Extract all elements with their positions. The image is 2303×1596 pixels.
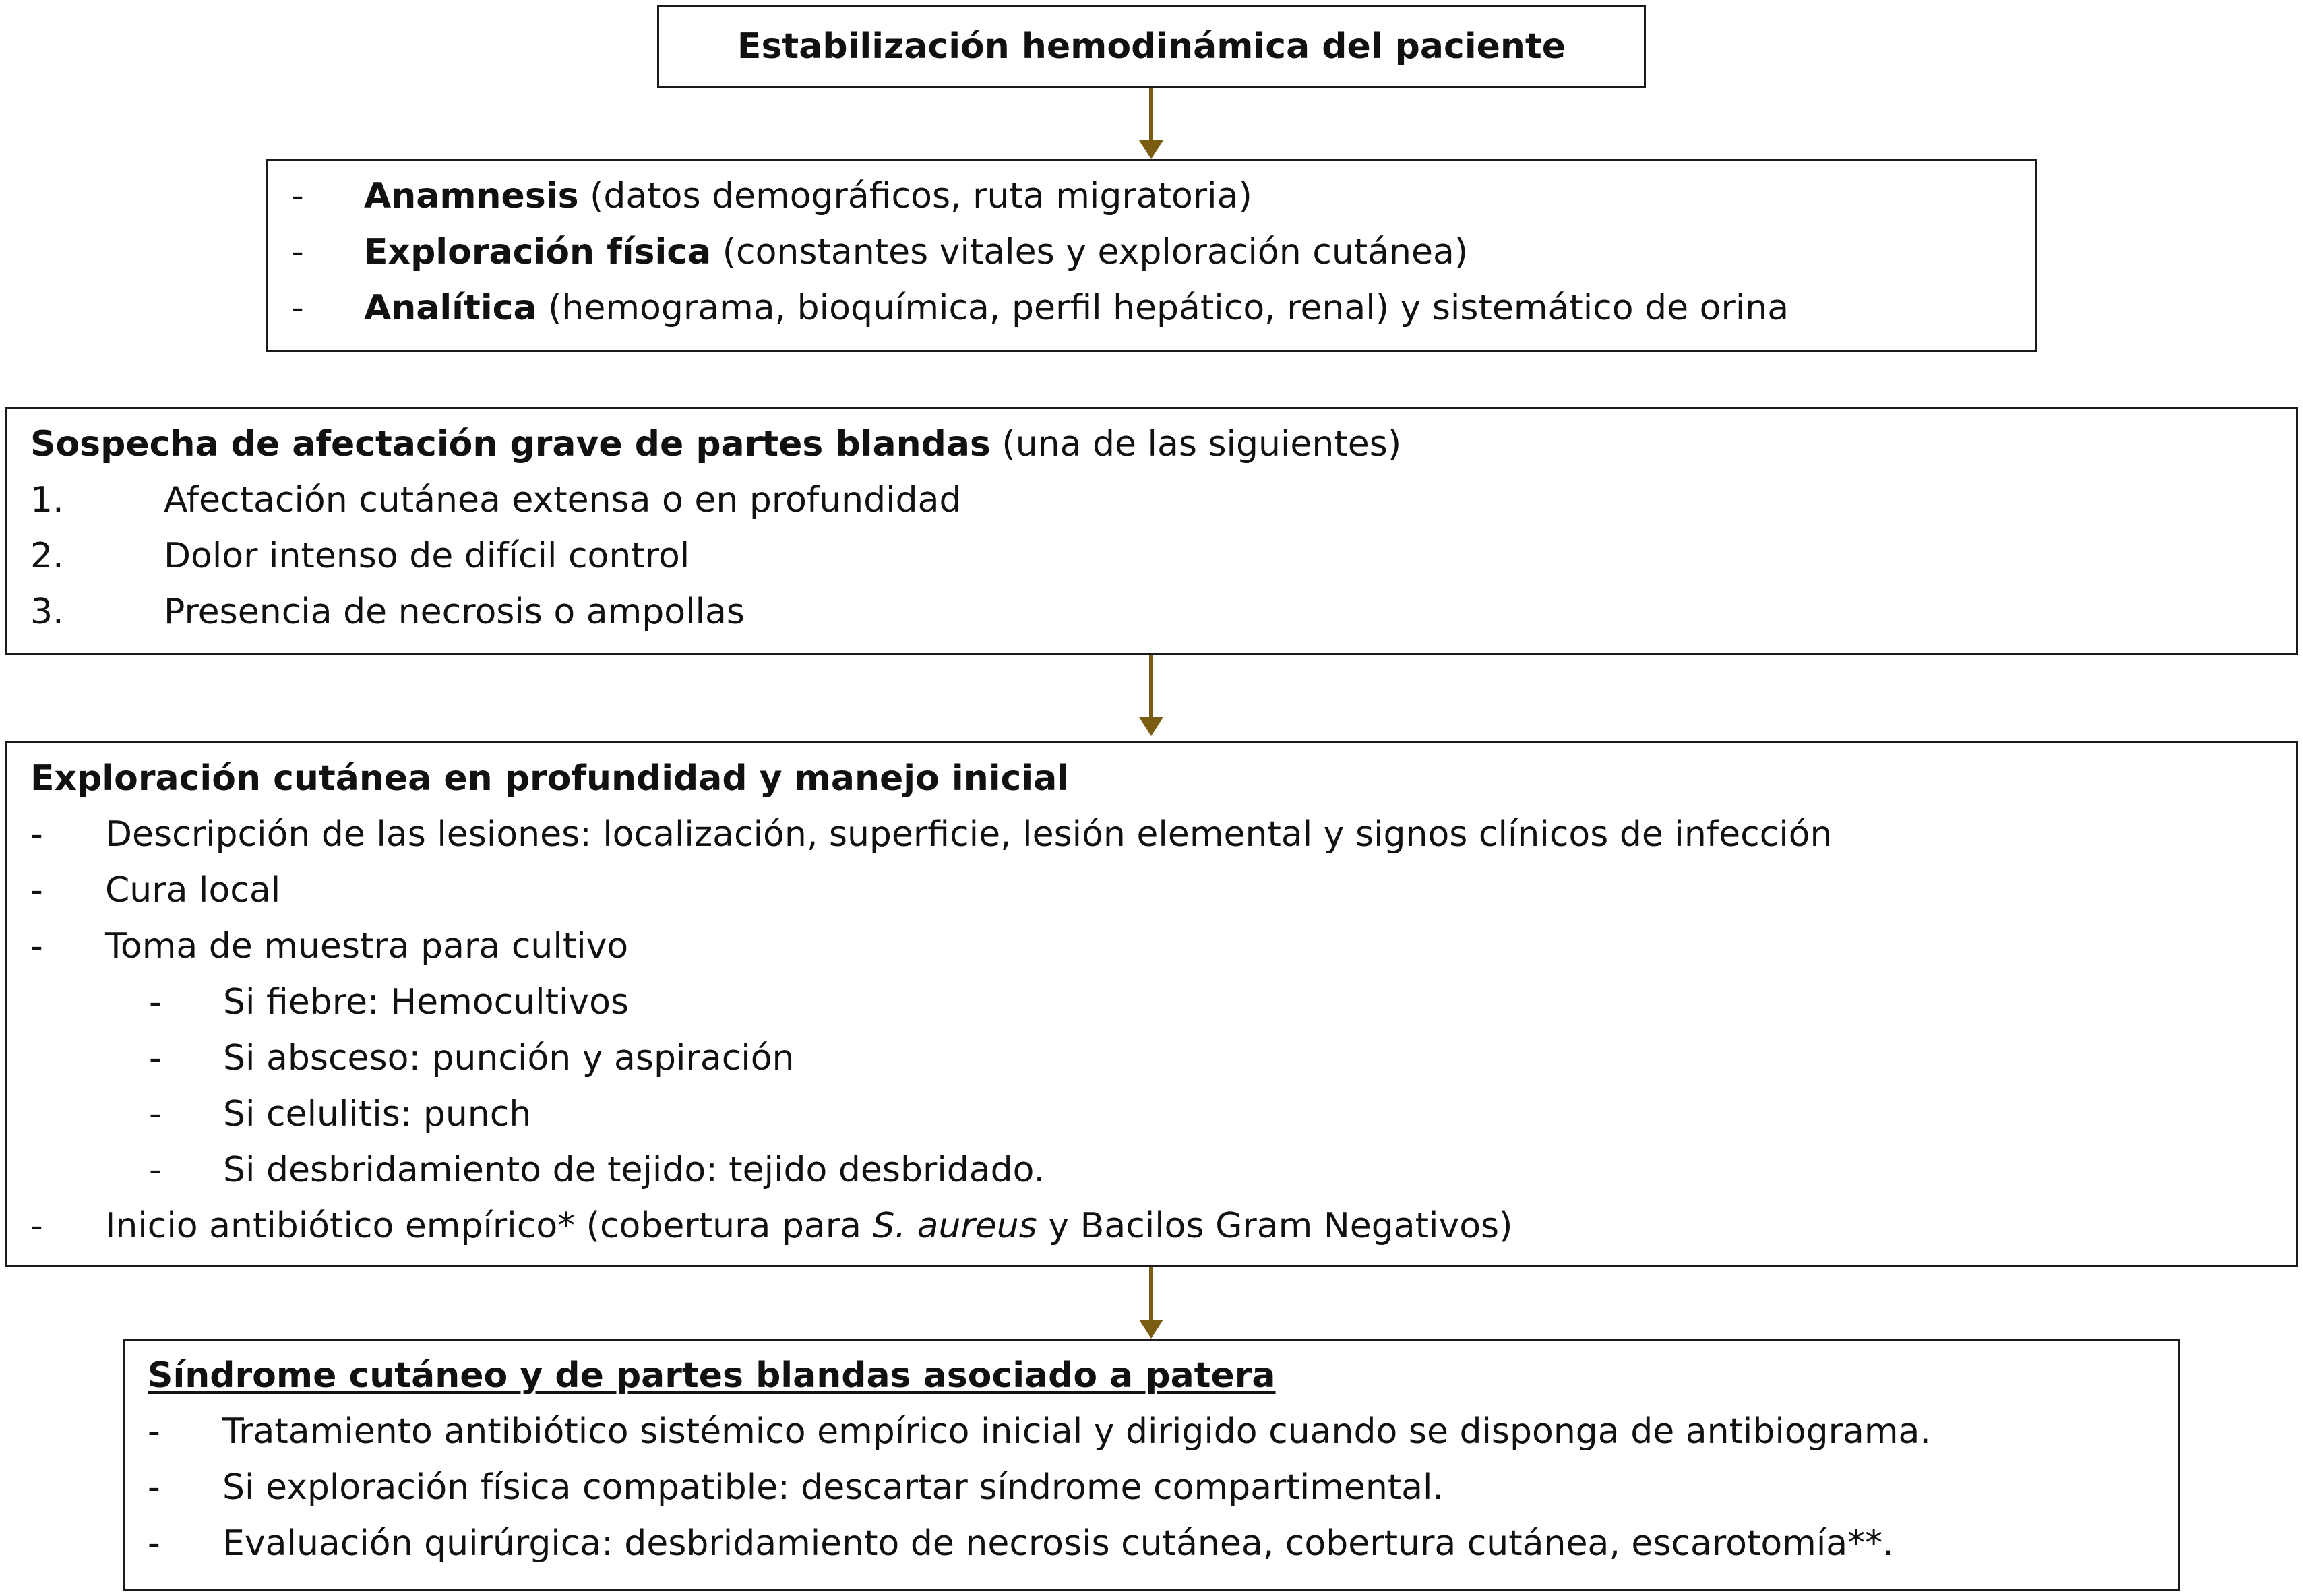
box-stabilization bbox=[657, 5, 1646, 88]
box-patera-syndrome: Síndrome cutáneo y de partes blandas asociado a patera - Tratamiento antibiótico sistémico empírico inicial y dirigido cuando se disponga de antibiograma. - Si exploración física compatible: descartar síndrome compartimental. - Evaluación quirúrgica: desbridamiento de necrosis cutánea, cobertura cutánea, escarotomía**. bbox=[123, 1339, 2180, 1591]
box-deep-exploration: Exploración cutánea en profundidad y manejo inicial - Descripción de las lesiones: localización, superficie, lesión elemental y signos clínicos de infección - Cura local - Toma de muestra para cultivo - Si fiebre: Hemocultivos - Si absceso: punción y aspiración - Si celulitis: punch - Si desbridamiento de tejido: tejido desbridado. - Inicio antibiótico empírico* (cobertura para S. aureus y Bacilos Gram Negativos) bbox=[5, 741, 2298, 1267]
arrow-3 bbox=[1139, 1267, 1163, 1339]
box-stabilization-title: Estabilización hemodinámica del paciente bbox=[737, 26, 1566, 67]
box-severe-suspicion: Sospecha de afectación grave de partes blandas (una de las siguientes) 1. Afectación cutánea extensa o en profundidad 2. Dolor intenso de difícil control 3. Presencia de necrosis o ampollas bbox=[5, 407, 2298, 655]
arrow-2 bbox=[1139, 655, 1163, 736]
arrow-1 bbox=[1139, 88, 1163, 159]
box-initial-assessment: - Anamnesis (datos demográficos, ruta migratoria) - Exploración física (constantes vitales y exploración cutánea) - Analítica (hemograma, bioquímica, perfil hepático, renal) y sistemático de orina bbox=[266, 159, 2037, 352]
